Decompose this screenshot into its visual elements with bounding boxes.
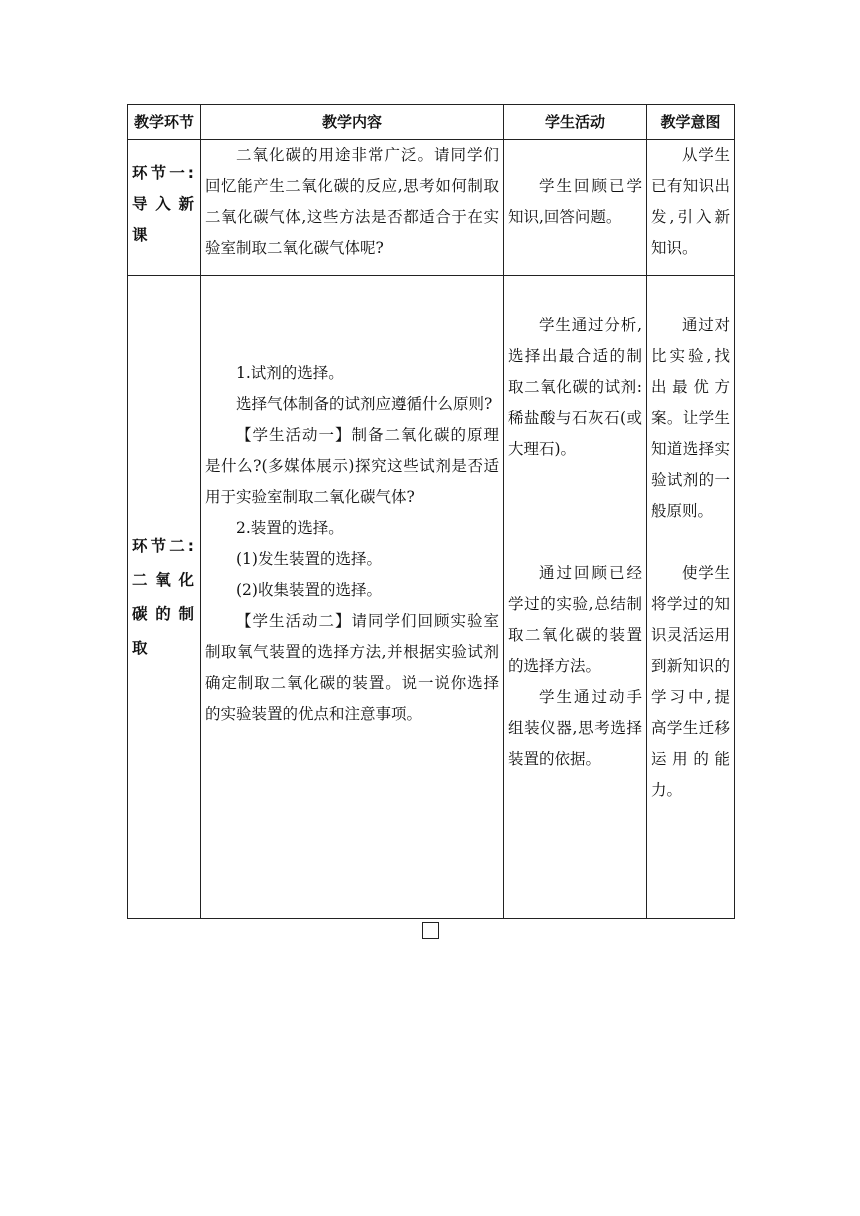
content-paragraph: 二氧化碳的用途非常广泛。请同学们回忆能产生二氧化碳的反应,思考如何制取二氧化碳气体,这些方法是否都适合于在实验室制取二氧化碳气体呢? bbox=[205, 146, 499, 257]
table-row bbox=[128, 276, 735, 919]
checkbox-square bbox=[422, 922, 439, 939]
content-paragraph: (2)收集装置的选择。 bbox=[236, 581, 382, 599]
header-activity: 学生活动 bbox=[504, 105, 647, 140]
content-paragraph: 选择气体制备的试剂应遵循什么原则? bbox=[236, 395, 493, 413]
content-paragraph: 2.装置的选择。 bbox=[236, 519, 344, 537]
activity-cell bbox=[504, 276, 647, 919]
activity-paragraph: 通过回顾已经学过的实验,总结制取二氧化碳的装置的选择方法。 bbox=[508, 564, 642, 675]
stage-cell bbox=[128, 276, 201, 919]
intent-paragraph: 通过对比实验,找出最优方案。让学生知道选择实验试剂的一般原则。 bbox=[651, 316, 730, 520]
intent-cell bbox=[647, 276, 735, 919]
activity-cell bbox=[504, 140, 647, 276]
content-paragraph: 【学生活动二】请同学们回顾实验室制取氧气装置的选择方法,并根据实验试剂确定制取二氧化碳的装置。说一说你选择的实验装置的优点和注意事项。 bbox=[205, 612, 499, 723]
content-cell bbox=[201, 276, 504, 919]
intent-paragraph: 使学生将学过的知识灵活运用到新知识的学习中,提高学生迁移运用的能力。 bbox=[651, 564, 730, 799]
content-paragraph: (1)发生装置的选择。 bbox=[236, 550, 382, 568]
lesson-plan-table bbox=[127, 104, 735, 919]
content-cell bbox=[201, 140, 504, 276]
table-row bbox=[128, 140, 735, 276]
header-content: 教学内容 bbox=[201, 105, 504, 140]
intent-cell bbox=[647, 140, 735, 276]
intent-paragraph: 从学生已有知识出发,引入新知识。 bbox=[651, 146, 730, 257]
activity-paragraph: 学生回顾已学知识,回答问题。 bbox=[508, 177, 642, 226]
header-stage: 教学环节 bbox=[128, 105, 201, 140]
activity-paragraph: 学生通过分析,选择出最合适的制取二氧化碳的试剂:稀盐酸与石灰石(或大理石)。 bbox=[508, 316, 642, 458]
activity-paragraph: 学生通过动手组装仪器,思考选择装置的依据。 bbox=[508, 688, 642, 768]
stage-label: 环节二:二氧化碳的制取 bbox=[132, 537, 196, 657]
header-row bbox=[128, 105, 735, 140]
content-paragraph: 1.试剂的选择。 bbox=[236, 364, 344, 382]
content-paragraph: 【学生活动一】制备二氧化碳的原理是什么?(多媒体展示)探究这些试剂是否适用于实验室制取二氧化碳气体? bbox=[205, 426, 499, 506]
stage-cell bbox=[128, 140, 201, 276]
stage-label: 环节一:导入新课 bbox=[132, 164, 196, 244]
header-intent: 教学意图 bbox=[647, 105, 735, 140]
